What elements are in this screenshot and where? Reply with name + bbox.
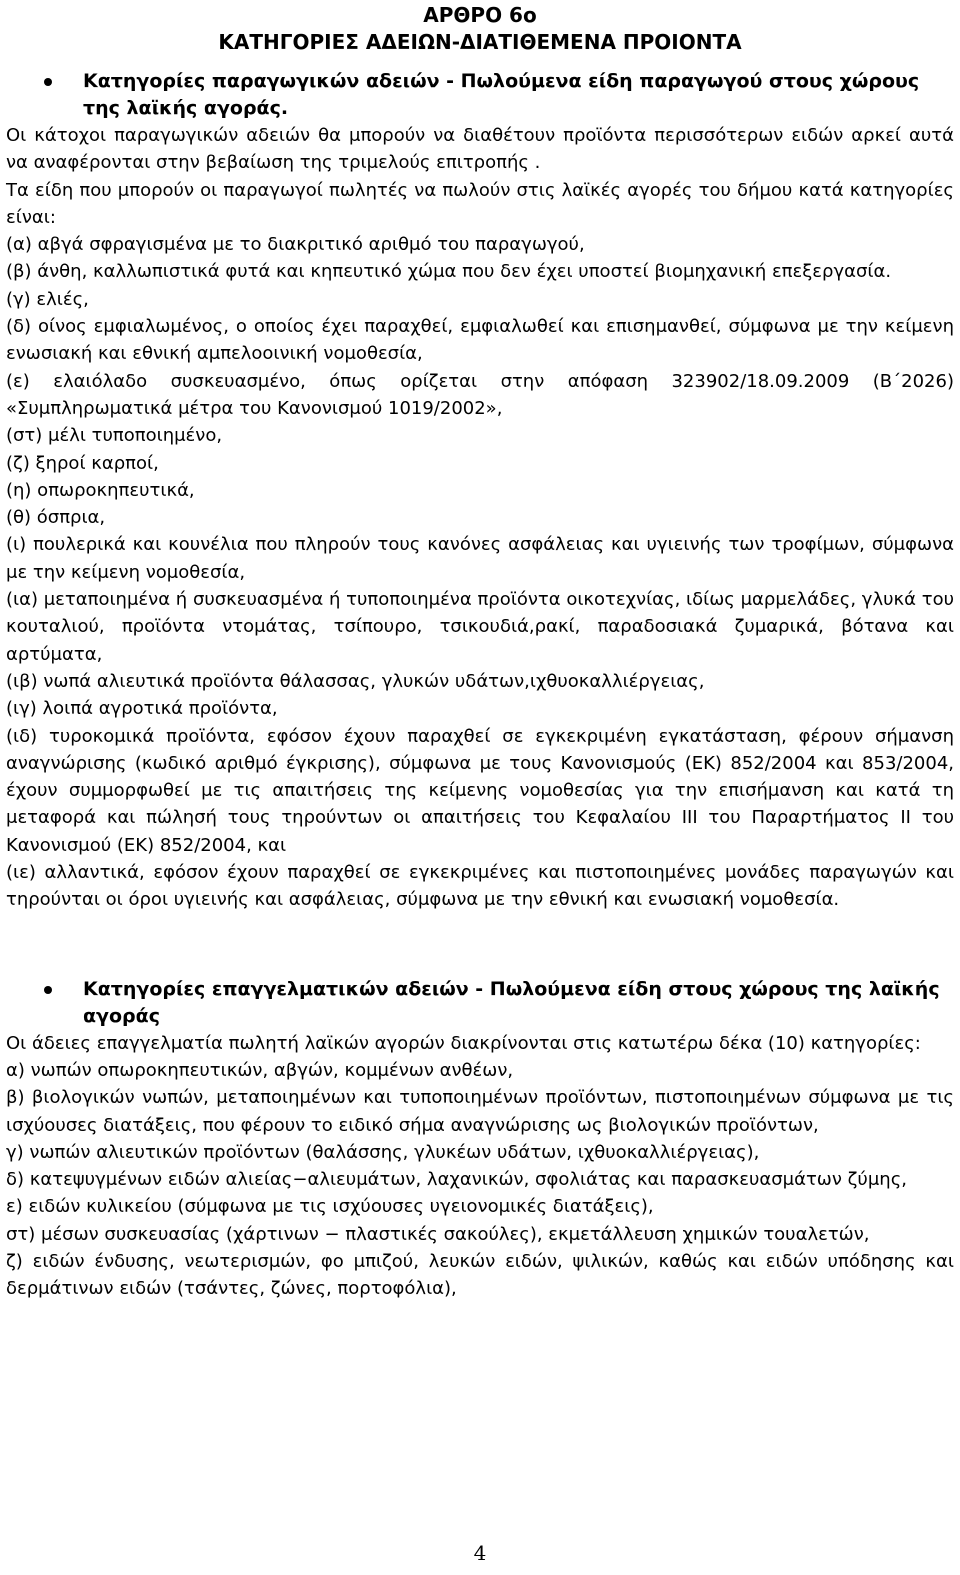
list-item: (β) άνθη, καλλωπιστικά φυτά και κηπευτικό χώμα που δεν έχει υποστεί βιομηχανική επεξεργασία. (6, 261, 892, 283)
paragraph: Οι κάτοχοι παραγωγικών αδειών θα μπορούν να διαθέτουν προϊόντα περισσότερων ειδών αρκεί αυτά να αναφέρονται στην βεβαίωση της τριμελούς επιτροπής . (6, 125, 954, 174)
list-item: (ιε) αλλαντικά, εφόσον έχουν παραχθεί σε εγκεκριμένες και πιστοποιημένες μονάδες παραγωγών και τηρούνται οι όροι υγιεινής και ασφάλειας, σύμφωνα με την εθνική και ενωσιακή νομοθεσία. (6, 862, 954, 911)
list-item: β) βιολογικών νωπών, μεταποιημένων και τυποποιημένων προϊόντων, πιστοποιημένων σύμφωνα με τις ισχύουσες διατάξεις, που φέρουν το ειδικό σήμα αναγνώρισης ως βιολογικών προϊόντων, (6, 1087, 954, 1136)
section1-body (6, 122, 954, 914)
list-item: (στ) μέλι τυποποιημένο, (6, 425, 223, 447)
section1-heading-text: Κατηγορίες παραγωγικών αδειών - Πωλούμενα είδη παραγωγού στους χώρους της λαϊκής αγοράς. (83, 70, 920, 119)
list-item: (ε) ελαιόλαδο συσκευασμένο, όπως ορίζεται στην απόφαση 323902/18.09.2009 (Β΄2026) «Συμπληρωματικά μέτρα του Κανονισμού 1019/2002», (6, 370, 954, 419)
list-item: στ) μέσων συσκευασίας (χάρτινων − πλαστικές σακούλες), εκμετάλλευση χημικών τουαλετών, (6, 1223, 870, 1245)
bullet-icon (44, 986, 52, 994)
list-item: (γ) ελιές, (6, 288, 89, 310)
list-item: (ι) πουλερικά και κουνέλια που πληρούν τους κανόνες ασφάλειας και υγιεινής των τροφίμων, σύμφωνα με την κείμενη νομοθεσία, (6, 534, 954, 583)
paragraph: Οι άδειες επαγγελματία πωλητή λαϊκών αγορών διακρίνονται στις κατωτέρω δέκα (10) κατηγορίες: (6, 1032, 921, 1054)
list-item: α) νωπών οπωροκηπευτικών, αβγών, κομμένων ανθέων, (6, 1059, 514, 1081)
list-item: (ζ) ξηροί καρποί, (6, 452, 159, 474)
list-item: ε) ειδών κυλικείου (σύμφωνα με τις ισχύουσες υγειονομικές διατάξεις), (6, 1196, 654, 1218)
section1-heading (6, 68, 954, 122)
list-item: (α) αβγά σφραγισμένα με το διακριτικό αριθμό του παραγωγού, (6, 234, 585, 256)
bullet-icon (44, 78, 52, 86)
list-item: (ια) μεταποιημένα ή συσκευασμένα ή τυποποιημένα προϊόντα οικοτεχνίας, ιδίως μαρμελάδες, γλυκά του κουταλιού, προϊόντα ντομάτας, τσίπουρο, τσικουδιά,ρακί, παραδοσιακά ζυμαρικά, βότανα και αρτύματα, (6, 589, 954, 665)
list-item: (ιβ) νωπά αλιευτικά προϊόντα θάλασσας, γλυκών υδάτων,ιχθυοκαλλιέργειας, (6, 670, 705, 692)
section2-heading-text: Κατηγορίες επαγγελματικών αδειών - Πωλούμενα είδη στους χώρους της λαϊκής αγοράς (83, 977, 940, 1027)
section2-body (6, 1030, 954, 1303)
article-title: ΑΡΘΡΟ 6ο (423, 3, 537, 27)
list-item: (ιγ) λοιπά αγροτικά προϊόντα, (6, 698, 278, 720)
list-item: (θ) όσπρια, (6, 507, 106, 529)
list-item: (η) οπωροκηπευτικά, (6, 479, 195, 501)
list-item: ζ) ειδών ένδυσης, νεωτερισμών, φο μπιζού, λευκών ειδών, ψιλικών, καθώς και ειδών υπόδησης και δερμάτινων ειδών (τσάντες, ζώνες, πορτοφόλια), (6, 1250, 954, 1300)
section2-heading (6, 976, 954, 1030)
section-spacer (6, 914, 954, 976)
paragraph: Τα είδη που μπορούν οι παραγωγοί πωλητές να πωλούν στις λαϊκές αγορές του δήμου κατά κατηγορίες είναι: (6, 179, 954, 228)
list-item: (δ) οίνος εμφιαλωμένος, ο οποίος έχει παραχθεί, εμφιαλωθεί και επισημανθεί, σύμφωνα με την κείμενη ενωσιακή και εθνική αμπελοοινική νομοθεσία, (6, 316, 954, 365)
list-item: (ιδ) τυροκομικά προϊόντα, εφόσον έχουν παραχθεί σε εγκεκριμένη εγκατάσταση, φέρουν σήμανση αναγνώρισης (κωδικό αριθμό έγκρισης), σύμφωνα με τους Κανονισμούς (ΕΚ) 852/2004 και 853/2004, έχουν συμμορφωθεί με τις απαιτήσεις της κείμενης νομοθεσίας για την επισήμανση και κατά τη μεταφορά και πώλησή τους τηρούντων οι απαιτήσεις του Κεφαλαίου ΙΙΙ του Παραρτήματος ΙΙ του Κανονισμού (ΕΚ) 852/2004, και (6, 725, 954, 856)
article-subtitle: ΚΑΤΗΓΟΡΙΕΣ ΑΔΕΙΩΝ-ΔΙΑΤΙΘΕΜΕΝΑ ΠΡΟΙΟΝΤΑ (218, 30, 742, 54)
document-page (6, 0, 954, 1303)
list-item: δ) κατεψυγμένων ειδών αλιείας−αλιευμάτων, λαχανικών, σφολιάτας και παρασκευασμάτων ζύμης, (6, 1169, 907, 1191)
page-number: 4 (473, 1541, 487, 1565)
list-item: γ) νωπών αλιευτικών προϊόντων (θαλάσσης, γλυκέων υδάτων, ιχθυοκαλλιέργειας), (6, 1141, 760, 1163)
